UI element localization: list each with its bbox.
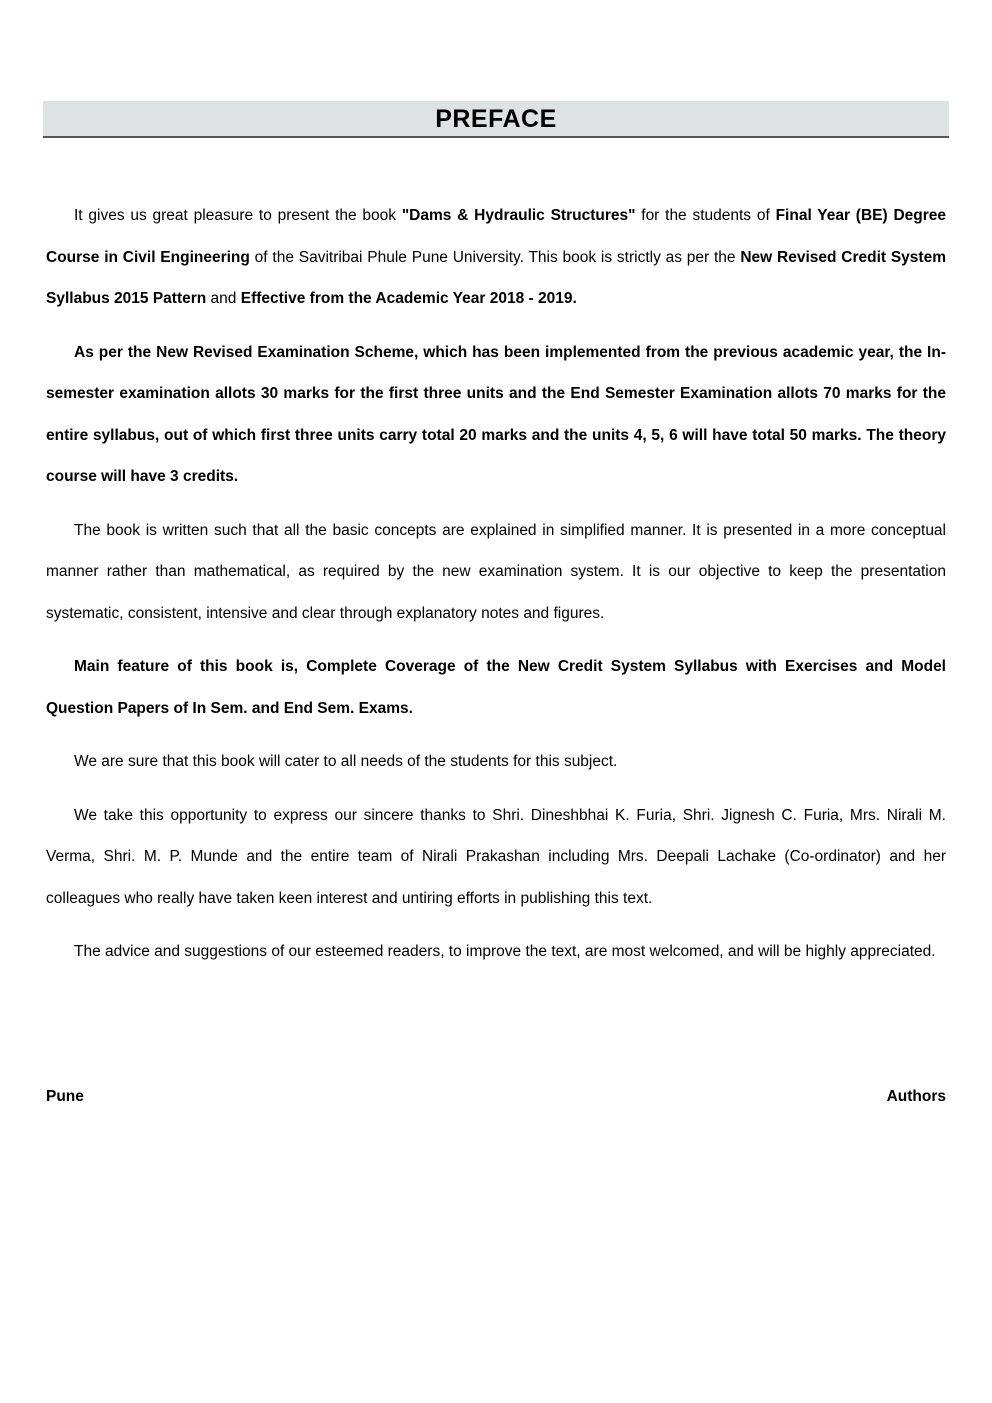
preface-body: [46, 195, 946, 985]
intro-run-3: for the students of: [635, 207, 776, 224]
paragraph-acknowledgements: We take this opportunity to express our sincere thanks to Shri. Dineshbhai K. Furia, Shri. Jignesh C. Furia, Mrs. Nirali M. Verma, Shri. M. P. Munde and the entire team of Nirali Prakashan including Mrs. Deepali Lachake (Co-ordinator) and her colleagues who really have taken keen interest and untiring efforts in publishing this text.: [46, 806, 946, 907]
preface-heading-bar: [43, 101, 949, 138]
paragraph-assurance: We are sure that this book will cater to all needs of the students for this subject.: [74, 753, 618, 770]
intro-run-5: of the Savitribai Phule Pune University. This book is strictly as per the: [249, 248, 741, 266]
signature-authors: Authors: [886, 1088, 946, 1105]
signature-place: Pune: [46, 1088, 84, 1105]
paragraph-exam-scheme: As per the New Revised Examination Scheme, which has been implemented from the previous academic year, the In-semester examination allots 30 marks for the first three units and the End Semester Examination allots 70 marks for the entire syllabus, out of which first three units carry total 20 marks and the units 4, 5, 6 will have total 50 marks. The theory course will have 3 credits.: [46, 343, 946, 485]
intro-run-7: and: [206, 290, 241, 307]
paragraph-approach: The book is written such that all the basic concepts are explained in simplified manner. It is presented in a more conceptual manner rather than mathematical, as required by the new examination system. It is our objective to keep the presentation systematic, consistent, intensive and clear through explanatory notes and figures.: [46, 521, 946, 622]
intro-course-name: Final Year (BE) Degree Course in Civil Engineering: [46, 207, 946, 266]
intro-academic-year: Effective from the Academic Year 2018 - 2019.: [240, 290, 577, 307]
intro-book-title: "Dams & Hydraulic Structures": [401, 207, 636, 224]
paragraph-main-feature: Main feature of this book is, Complete Coverage of the New Credit System Syllabus with Exercises and Model Question Papers of In Sem. and End Sem. Exams.: [46, 658, 946, 717]
intro-run-1: It gives us great pleasure to present the book: [74, 207, 402, 224]
signature-line: [46, 1088, 946, 1114]
paragraph-intro: [46, 195, 946, 320]
paragraph-feedback: The advice and suggestions of our esteemed readers, to improve the text, are most welcomed, and will be highly appreciated.: [74, 943, 936, 960]
intro-syllabus-pattern: New Revised Credit System Syllabus 2015 Pattern: [46, 248, 946, 307]
page-title: PREFACE: [435, 105, 557, 133]
